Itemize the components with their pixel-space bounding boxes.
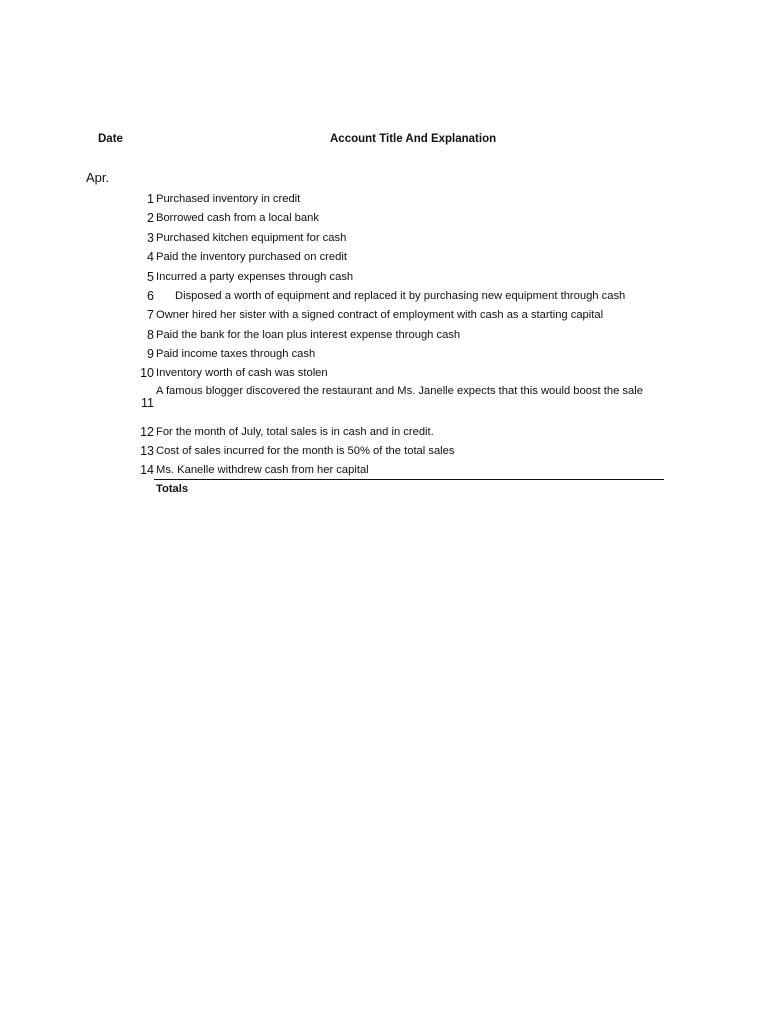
entry-description: Incurred a party expenses through cash [156, 271, 354, 283]
entry-description: Disposed a worth of equipment and replaced it by purchasing new equipment through cash [175, 290, 626, 302]
journal-entry [0, 269, 768, 287]
journal-entry [0, 249, 768, 267]
entry-number: 12 [140, 425, 154, 439]
journal-entry [0, 462, 768, 480]
entry-description: Purchased kitchen equipment for cash [156, 232, 347, 244]
entry-description: Paid income taxes through cash [156, 348, 316, 360]
entry-description: For the month of July, total sales is in cash and in credit. [156, 426, 434, 438]
entry-description: Cost of sales incurred for the month is 50% of the total sales [156, 445, 455, 457]
entry-number: 9 [147, 347, 154, 361]
entry-description: Borrowed cash from a local bank [156, 212, 319, 224]
entry-number: 4 [147, 250, 154, 264]
entry-description: Purchased inventory in credit [156, 193, 301, 205]
entry-number: 11 [141, 396, 154, 410]
entry-number: 14 [140, 463, 154, 477]
journal-entry [0, 230, 768, 248]
entry-number: 3 [147, 231, 154, 245]
entry-number: 6 [147, 289, 154, 303]
journal-entry [0, 307, 768, 325]
entry-number: 5 [147, 270, 154, 284]
journal-entry [0, 365, 768, 383]
journal-entry [0, 327, 768, 345]
journal-entry [0, 424, 768, 442]
totals-divider [154, 479, 664, 480]
journal-entry [0, 191, 768, 209]
entry-number: 7 [147, 308, 154, 322]
entry-description: Paid the bank for the loan plus interest expense through cash [156, 329, 461, 341]
entry-description: Paid the inventory purchased on credit [156, 251, 347, 263]
entry-description: A famous blogger discovered the restaurant and Ms. Janelle expects that this would boost the sale [156, 385, 643, 397]
entry-number: 13 [140, 444, 154, 458]
totals-label: Totals [156, 483, 189, 495]
journal-entry [0, 210, 768, 228]
entry-number: 10 [140, 366, 154, 380]
journal-entry [0, 383, 768, 413]
journal-header-title: Account Title And Explanation [330, 133, 497, 145]
journal-entry [0, 288, 768, 306]
journal-entry [0, 346, 768, 364]
entry-number: 1 [147, 192, 154, 206]
entry-number: 2 [147, 211, 154, 225]
journal-header-date: Date [98, 133, 123, 145]
journal-entry [0, 443, 768, 461]
entry-description: Inventory worth of cash was stolen [156, 367, 328, 379]
month-label: Apr. [86, 170, 110, 185]
entry-number: 8 [147, 328, 154, 342]
entry-description: Ms. Kanelle withdrew cash from her capital [156, 464, 369, 476]
entry-description: Owner hired her sister with a signed contract of employment with cash as a starting capital [156, 309, 604, 321]
